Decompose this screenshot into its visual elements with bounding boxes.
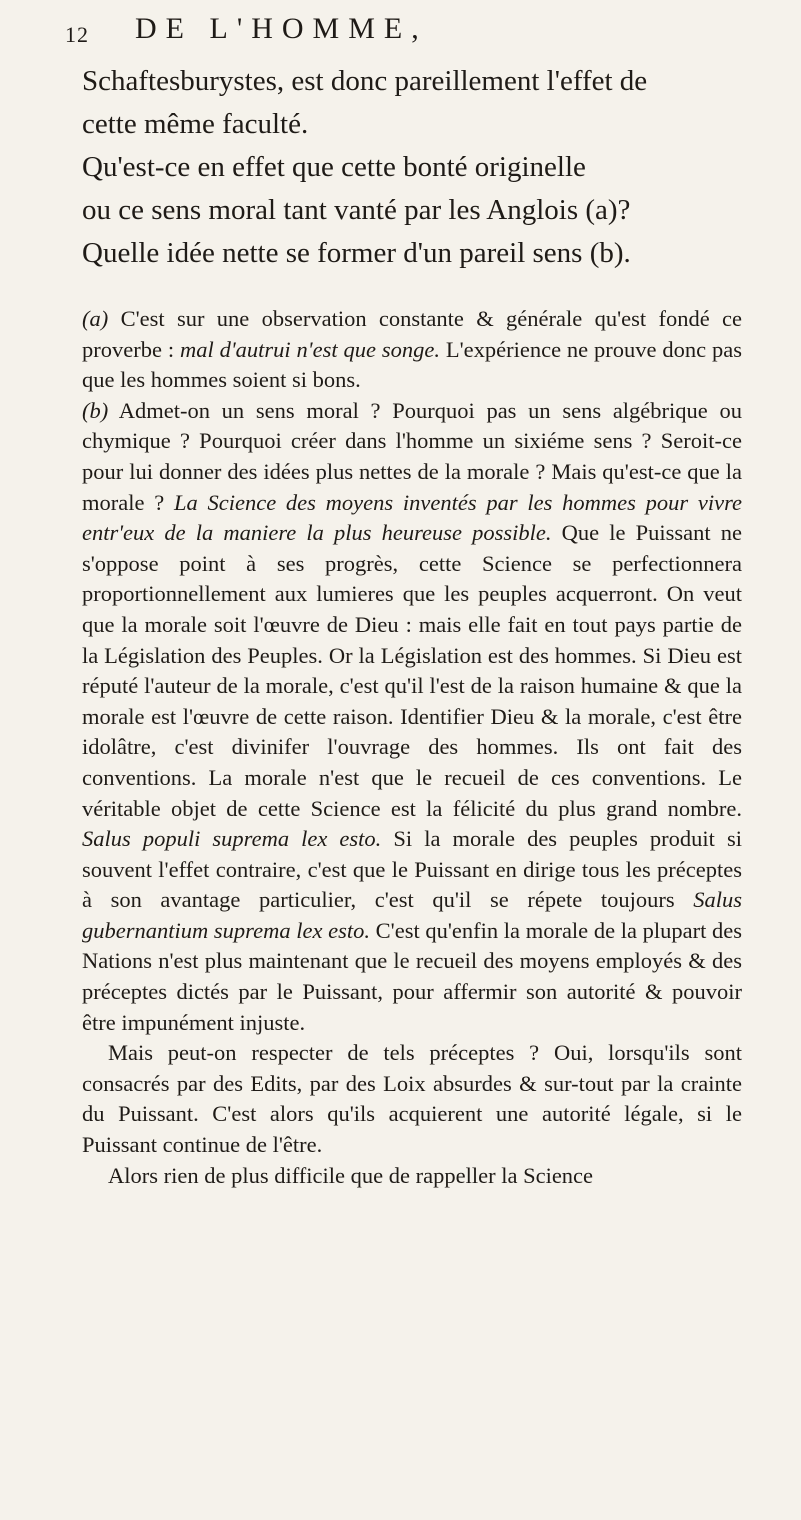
- footnote-a-text-end: L'expérience ne prouve donc pas que les hommes soient si bons.: [82, 336, 742, 393]
- footnote-a-text: C'est sur une observation constante & générale qu'est fondé ce proverbe :: [82, 306, 742, 362]
- page-number: 12: [65, 22, 89, 47]
- footnote-b-marker: (b): [82, 397, 109, 423]
- main-line: Quelle idée nette se former d'un pareil sens (b).: [82, 237, 631, 269]
- footnotes: [82, 304, 742, 1191]
- footnote-b-text-2: Que le Puissant ne s'oppose point à ses progrès, cette Science se perfectionnera proportionnellement aux lumieres que les peuples acquerront. On veut que la morale soit l'œuvre de Dieu : mais elle fait en tout pays partie de la Législation des Peuples. Or la Législation est des hommes. Si Dieu est réputé l'auteur de la morale, c'est qu'il l'est de la raison humaine & que la morale est l'œuvre de cette raison. Identifier Dieu & la morale, c'est être idolâtre, c'est divinifer l'ouvrage des hommes. Ils ont fait des conventions. La morale n'est que le recueil de ces conventions. Le véritable objet de cette Science est la félicité du plus grand nombre.: [82, 520, 742, 821]
- footnote-b-latin-1: Salus populi suprema lex esto.: [82, 826, 382, 852]
- footnote-a: [82, 304, 742, 396]
- main-line: ou ce sens moral tant vanté par les Anglois (a)?: [82, 194, 631, 226]
- footnote-b-text-4: C'est qu'enfin la morale de la plupart des Nations n'est plus maintenant que le recueil des moyens employés & des préceptes dictés par le Puissant, pour affermir son autorité & pouvoir être impunément injuste.: [82, 917, 743, 1035]
- footnote-b-definition: La Science des moyens inventés par les hommes pour vivre entr'eux de la maniere la plus heureuse possible.: [82, 489, 742, 546]
- running-head: DE L'HOMME,: [135, 12, 428, 45]
- footnote-b-latin-2: Salus gubernantium suprema lex esto.: [82, 887, 742, 943]
- page-header: [65, 8, 725, 54]
- footnote-b-text-3: Si la morale des peuples produit si souvent l'effet contraire, c'est que le Puissant en dirige tous les préceptes à son avantage particulier, c'est qu'il se répete toujours: [82, 826, 743, 913]
- footnote-continuation: Alors rien de plus difficile que de rappeller la Science: [108, 1162, 594, 1188]
- main-line: Qu'est-ce en effet que cette bonté originelle: [82, 151, 586, 183]
- footnote-b: [82, 396, 742, 1038]
- footnote-b-text: Admet-on un sens moral ? Pourquoi pas un sens algébrique ou chymique ? Pourquoi créer dans l'homme un sixiéme sens ? Seroit-ce pour lui donner des idées plus nettes de la morale ? Mais qu'est-ce que la morale ?: [82, 397, 742, 515]
- footnote-a-marker: (a): [82, 306, 109, 331]
- footnote-a-proverb: mal d'autrui n'est que songe.: [179, 336, 440, 362]
- main-text: [82, 60, 742, 275]
- main-line: cette même faculté.: [82, 108, 309, 140]
- footnote-continuation: Mais peut-on respecter de tels préceptes ? Oui, lorsqu'ils sont consacrés par des Edits, par des Loix absurdes & sur-tout par la crainte du Puissant. C'est alors qu'ils acquierent une autorité légale, si le Puissant continue de l'être.: [82, 1040, 742, 1158]
- main-line: Schaftesburystes, est donc pareillement l'effet de: [82, 65, 648, 97]
